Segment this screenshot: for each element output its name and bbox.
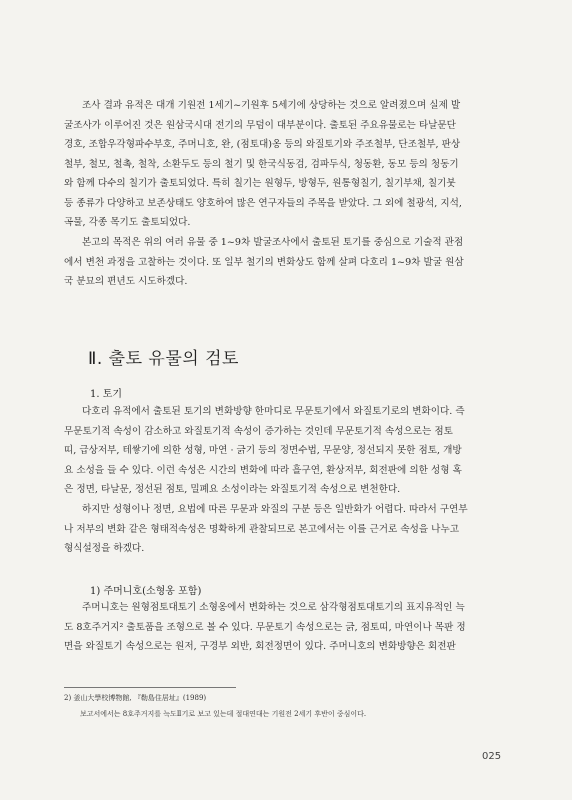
item-heading: 1) 주머니호(소형옹 포함) <box>90 586 202 597</box>
text-line: 철부, 철모, 철촉, 철착, 소환두도 등의 철기 및 한국식동검, 검파두식, 청동환, 동모 등의 청동기 <box>64 158 459 170</box>
section-heading: Ⅱ. 출토 유물의 검토 <box>88 349 239 369</box>
pottery-paragraph-2 <box>64 500 512 559</box>
footnote-note: 보고서에서는 8호주거지를 늑도Ⅱ기로 보고 있는데 절대연대는 기원전 2세기 후반이 중심이다. <box>80 710 367 718</box>
text-line: 띠, 급상저부, 테쌓기에 의한 성형, 마연 · 긁기 등의 정면수법, 무문양, 정선되지 못한 점토, 개방 <box>64 445 462 456</box>
text-line: 본고의 목적은 위의 여러 유물 중 1~9차 발굴조사에서 출토된 토기를 중심으로 기술적 관점 <box>82 237 464 248</box>
text-line: 주머니호는 원형점토대토기 소형옹에서 변화하는 것으로 삼각형점토대토기의 표지유적인 늑 <box>82 602 465 613</box>
subsection-heading: 1. 토기 <box>90 389 123 400</box>
pouch-jar-paragraph <box>64 598 512 657</box>
intro-paragraph-1 <box>64 96 512 233</box>
text-line: 형식설정을 하겠다. <box>64 543 145 554</box>
text-line: 다호리 유적에서 출토된 토기의 변화방향 한마디로 무문토기에서 와질토기로의 변화이다. 즉 <box>82 406 465 417</box>
text-line: 와 함께 다수의 칠기가 출토되었다. 특히 칠기는 원형두, 방형두, 원통형칠기, 칠기부채, 칠기붓 <box>64 178 456 189</box>
text-line: 도 8호주거지² 출토품을 조형으로 볼 수 있다. 무문토기 속성으로는 긁, 점토띠, 마연이나 목판 정 <box>64 621 466 633</box>
text-line: 굴조사가 이루어진 것은 원삼국시대 전기의 무덤이 대부분이다. 출토된 주요유물로는 타날문단 <box>64 119 456 131</box>
intro-paragraph-2 <box>64 233 512 292</box>
text-line: 곡물, 각종 목기도 출토되었다. <box>64 217 191 228</box>
text-line: 등 종류가 다양하고 보존상태도 양호하여 많은 연구자들의 주목을 받았다. 그 외에 철광석, 지석, <box>64 197 462 209</box>
text-line: 하지만 성형이나 정면, 요법에 따른 무문과 와질의 구분 등은 일반화가 어렵다. 따라서 구연부 <box>82 504 468 515</box>
pottery-paragraph-1 <box>64 402 512 500</box>
text-line: 에서 변천 과정을 고찰하는 것이다. 또 일부 철기의 변화상도 함께 살펴 다호리 1~9차 발굴 원삼 <box>64 256 464 268</box>
text-line: 조사 결과 유적은 대개 기원전 1세기~기원후 5세기에 상당하는 것으로 알려졌으며 실제 발 <box>82 100 461 111</box>
text-line: 경호, 조합우각형파수부호, 주머니호, 완, (점토대)옹 등의 와질토기와 주조철부, 단조철부, 판상 <box>64 139 461 150</box>
text-line: 면을 와질토기 속성으로는 원저, 구경부 외반, 회전정면이 있다. 주머니호의 변화방향은 회전판 <box>64 641 456 652</box>
footnote-divider <box>64 687 236 688</box>
footnote-citation: 2) 釜山大學校博物館, 『勒島住居址』(1989) <box>64 694 207 702</box>
page-number: 025 <box>482 751 502 762</box>
text-line: 무문토기적 속성이 감소하고 와질토기적 속성이 증가하는 것인데 무문토기적 속성으로는 점토 <box>64 425 453 437</box>
text-line: 은 정면, 타날문, 정선된 점토, 밀폐요 소성이라는 와질토기적 속성으로 변천한다. <box>64 484 401 495</box>
text-line: 요 소성을 들 수 있다. 이런 속성은 시간의 변화에 따라 흘구연, 환상저부, 회전판에 의한 성형 혹 <box>64 464 462 476</box>
text-line: 나 저부의 변화 같은 형태적속성은 명확하게 관찰되므로 본고에서는 이를 근거로 속성을 나누고 <box>64 523 459 535</box>
text-line: 국 분묘의 편년도 시도하겠다. <box>64 276 188 287</box>
